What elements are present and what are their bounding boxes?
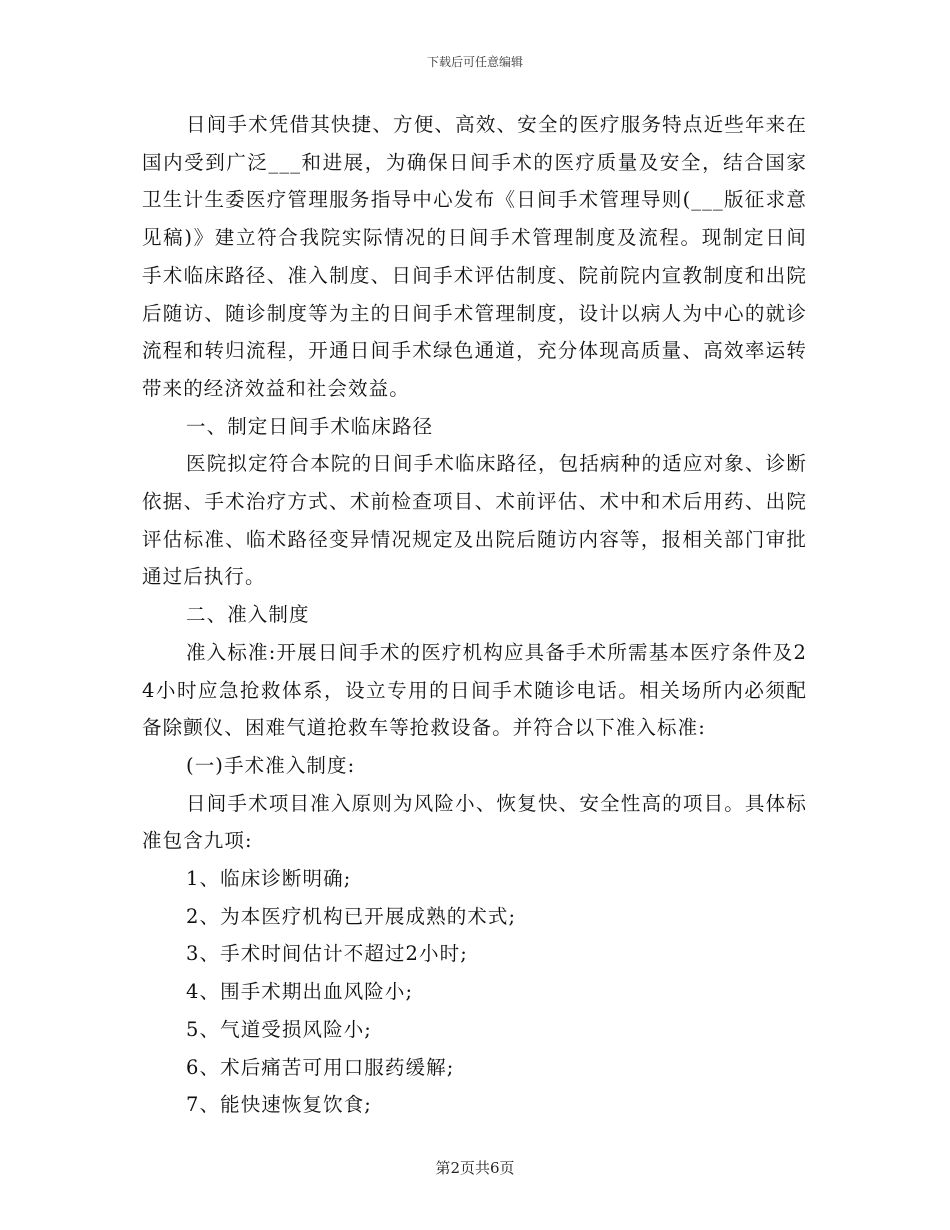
section-2-heading: 二、准入制度 xyxy=(186,603,310,627)
page-footer: 第2页共6页 xyxy=(435,1159,515,1177)
list-item-3: 3、手术时间估计不超过2小时; xyxy=(186,942,468,966)
subsection-1-paragraph: 日间手术项目准入原则为风险小、恢复快、安全性高的项目。具体标准包含九项: xyxy=(142,791,807,853)
subsection-1-heading: (一)手术准入制度: xyxy=(186,753,356,777)
list-item-4: 4、围手术期出血风险小; xyxy=(186,980,414,1004)
document-body xyxy=(142,106,807,1124)
section-1-paragraph: 医院拟定符合本院的日间手术临床路径，包括病种的适应对象、诊断依据、手术治疗方式、术前检查项目、术前评估、术中和术后用药、出院评估标准、临术路径变异情况规定及出院后随访内容等，报相关部门审批通过后执行。 xyxy=(142,452,807,589)
page-header: 下载后可任意编辑 xyxy=(426,55,523,69)
list-item-7: 7、能快速恢复饮食; xyxy=(186,1093,372,1117)
list-item-2: 2、为本医疗机构已开展成熟的术式; xyxy=(186,904,517,928)
section-2-paragraph: 准入标准:开展日间手术的医疗机构应具备手术所需基本医疗条件及24小时应急抢救体系，设立专用的日间手术随诊电话。相关场所内必须配备除颤仪、困难气道抢救车等抢救设备。并符合以下准入标准: xyxy=(142,640,807,740)
list-item-1: 1、临床诊断明确; xyxy=(186,867,352,891)
intro-paragraph: 日间手术凭借其快捷、方便、高效、安全的医疗服务特点近些年来在国内受到广泛___和进展，为确保日间手术的医疗质量及安全，结合国家卫生计生委医疗管理服务指导中心发布《日间手术管理导则(___版征求意见稿)》建立符合我院实际情况的日间手术管理制度及流程。现制定日间手术临床路径、准入制度、日间手术评估制度、院前院内宣教制度和出院后随访、随诊制度等为主的日间手术管理制度，设计以病人为中心的就诊流程和转归流程，开通日间手术绿色通道，充分体现高质量、高效率运转带来的经济效益和社会效益。 xyxy=(142,113,807,400)
section-1-heading: 一、制定日间手术临床路径 xyxy=(186,414,434,438)
list-item-5: 5、气道受损风险小; xyxy=(186,1017,372,1041)
list-item-6: 6、术后痛苦可用口服药缓解; xyxy=(186,1055,455,1079)
